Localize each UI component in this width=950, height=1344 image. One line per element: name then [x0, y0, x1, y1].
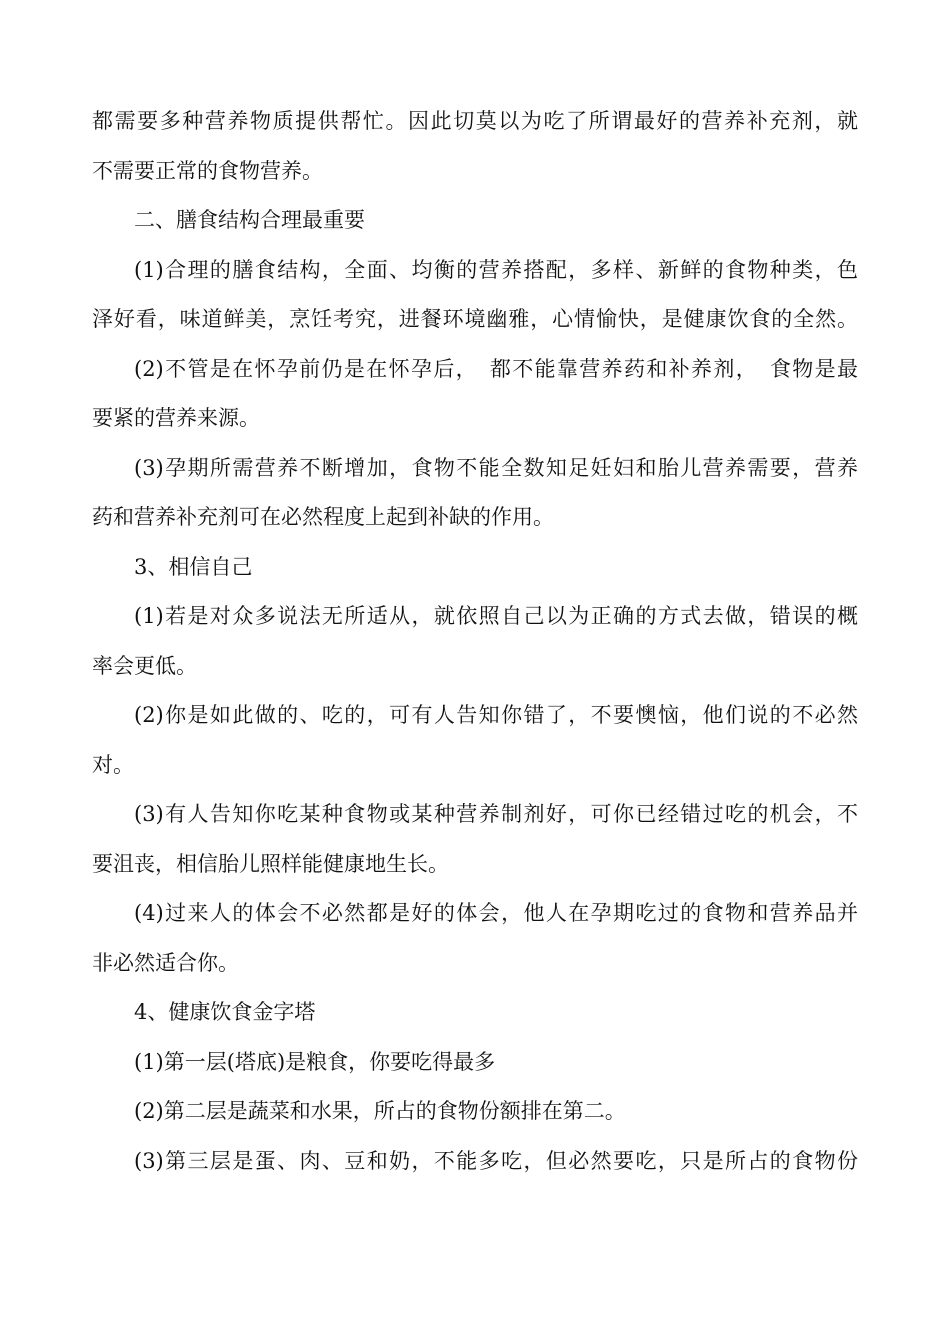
paragraph-line: 泽好看，味道鲜美，烹饪考究，进餐环境幽雅，心情愉快，是健康饮食的全然。 [92, 307, 858, 331]
paragraph-line: (2)你是如此做的、吃的，可有人告知你错了，不要懊恼，他们说的不必然 [134, 703, 858, 727]
paragraph-line: (3)孕期所需营养不断增加，食物不能全数知足妊妇和胎儿营养需要，营养 [134, 455, 858, 480]
paragraph-line: 药和营养补充剂可在必然程度上起到补缺的作用。 [92, 505, 554, 529]
paragraph-line: (3)有人告知你吃某种食物或某种营养制剂好，可你已经错过吃的机会，不 [134, 802, 858, 826]
paragraph-line: (1)第一层(塔底)是粮食，你要吃得最多 [134, 1049, 496, 1074]
paragraph-line: (2)第二层是蔬菜和水果，所占的食物份额排在第二。 [134, 1099, 626, 1123]
section-heading: 二、膳食结构合理最重要 [134, 208, 365, 232]
paragraph-line: 非必然适合你。 [92, 950, 239, 975]
paragraph-line: 对。 [92, 752, 134, 777]
paragraph-line: 都需要多种营养物质提供帮忙。因此切莫以为吃了所谓最好的营养补充剂，就 [92, 109, 858, 133]
paragraph-line: (2)不管是在怀孕前仍是在怀孕后， 都不能靠营养药和补养剂， 食物是最 [134, 356, 858, 381]
paragraph-line: 要沮丧，相信胎儿照样能健康地生长。 [92, 851, 449, 876]
paragraph-line: (1)合理的膳食结构，全面、均衡的营养搭配，多样、新鲜的食物种类，色 [134, 257, 858, 282]
paragraph-line: (4)过来人的体会不必然都是好的体会，他人在孕期吃过的食物和营养品并 [134, 901, 858, 925]
section-heading: 4、健康饮食金字塔 [134, 1000, 316, 1024]
document-body [92, 97, 858, 1186]
paragraph-line: (1)若是对众多说法无所适从，就依照自己以为正确的方式去做，错误的概 [134, 604, 858, 628]
paragraph-line: 不需要正常的食物营养。 [92, 158, 323, 183]
paragraph-line: 率会更低。 [92, 653, 197, 678]
section-heading: 3、相信自己 [134, 554, 253, 579]
paragraph-line: 要紧的营养来源。 [92, 406, 260, 430]
paragraph-line: (3)第三层是蛋、肉、豆和奶，不能多吃，但必然要吃，只是所占的食物份 [134, 1148, 858, 1173]
